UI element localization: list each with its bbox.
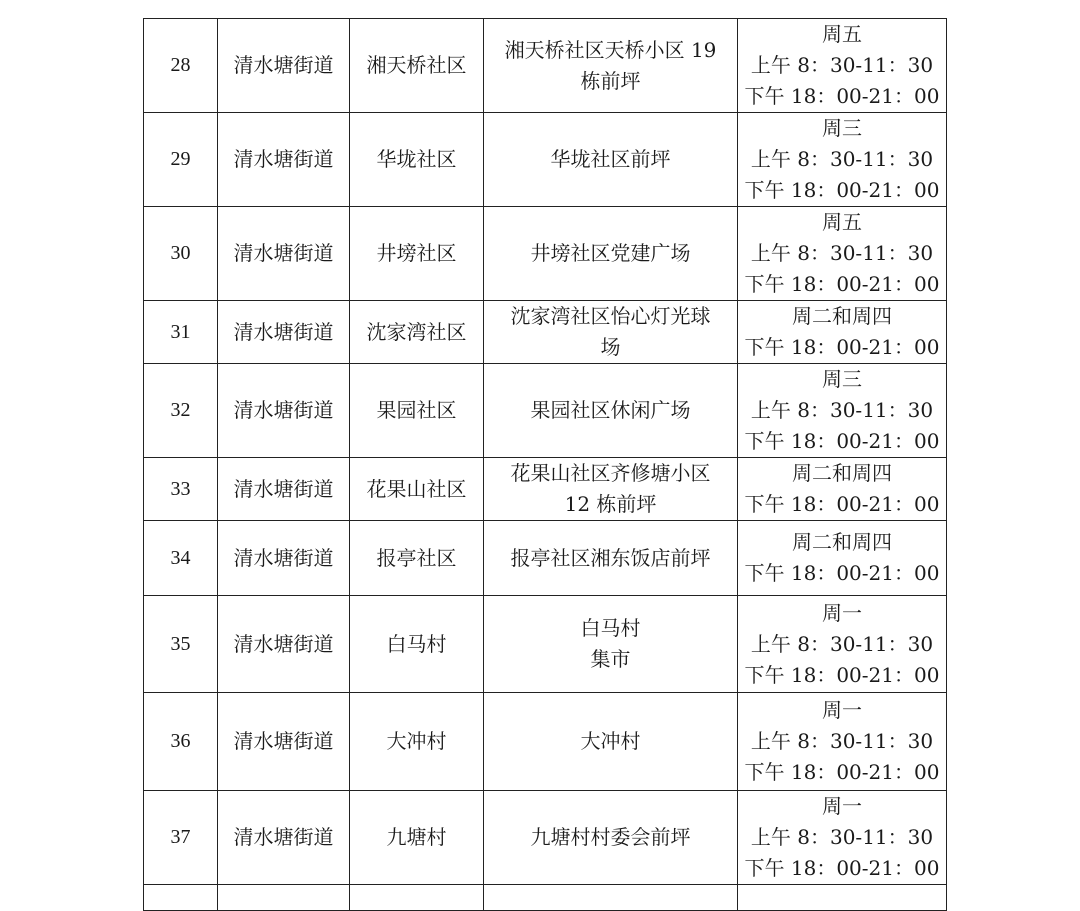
table-row bbox=[144, 113, 947, 207]
street-name: 清水塘街道 bbox=[218, 693, 350, 791]
row-number: 29 bbox=[144, 113, 218, 207]
location-line: 大冲村 bbox=[580, 729, 641, 753]
community-name: 井塝社区 bbox=[350, 207, 484, 301]
street-name: 清水塘街道 bbox=[218, 596, 350, 693]
community-name: 九塘村 bbox=[350, 791, 484, 885]
table-row bbox=[144, 207, 947, 301]
time-range: 上午 8：30-11：30 bbox=[750, 147, 934, 171]
street-name: 清水塘街道 bbox=[218, 301, 350, 364]
table-row bbox=[144, 301, 947, 364]
time-range: 下午 18：00-21：00 bbox=[744, 429, 940, 453]
time-cell bbox=[738, 364, 947, 458]
location-cell bbox=[484, 596, 738, 693]
table-row bbox=[144, 364, 947, 458]
row-number: 36 bbox=[144, 693, 218, 791]
location-cell bbox=[484, 521, 738, 596]
time-range: 上午 8：30-11：30 bbox=[750, 53, 934, 77]
time-cell bbox=[738, 596, 947, 693]
location-line: 12 栋前坪 bbox=[564, 492, 657, 516]
time-range: 上午 8：30-11：30 bbox=[750, 631, 934, 656]
time-range: 下午 18：00-21：00 bbox=[744, 662, 940, 687]
time-range: 下午 18：00-21：00 bbox=[744, 856, 940, 880]
weekday-label: 周五 bbox=[822, 210, 862, 234]
street-name: 清水塘街道 bbox=[218, 791, 350, 885]
street-name: 清水塘街道 bbox=[218, 458, 350, 521]
weekday-label: 周三 bbox=[822, 116, 862, 140]
time-cell bbox=[738, 693, 947, 791]
community-name: 沈家湾社区 bbox=[350, 301, 484, 364]
community-name: 湘天桥社区 bbox=[350, 19, 484, 113]
location-line: 果园社区休闲广场 bbox=[530, 398, 691, 422]
row-number: 31 bbox=[144, 301, 218, 364]
location-line: 花果山社区齐修塘小区 bbox=[510, 461, 711, 485]
weekday-label: 周一 bbox=[822, 794, 862, 818]
location-cell bbox=[484, 19, 738, 113]
time-range: 下午 18：00-21：00 bbox=[744, 492, 940, 516]
table-row bbox=[144, 596, 947, 693]
location-line: 场 bbox=[600, 335, 621, 359]
location-line: 报亭社区湘东饭店前坪 bbox=[510, 545, 711, 570]
location-cell bbox=[484, 364, 738, 458]
location-line: 集市 bbox=[590, 647, 631, 671]
location-line: 井塝社区党建广场 bbox=[530, 241, 691, 265]
time-range: 下午 18：00-21：00 bbox=[744, 178, 940, 202]
weekday-label: 周二和周四 bbox=[792, 304, 892, 328]
table-row bbox=[144, 791, 947, 885]
row-number: 34 bbox=[144, 521, 218, 596]
schedule-table bbox=[143, 18, 947, 911]
street-name: 清水塘街道 bbox=[218, 364, 350, 458]
community-name: 华垅社区 bbox=[350, 113, 484, 207]
time-range: 下午 18：00-21：00 bbox=[744, 335, 940, 359]
row-number: 28 bbox=[144, 19, 218, 113]
location-cell bbox=[484, 458, 738, 521]
community-name: 大冲村 bbox=[350, 693, 484, 791]
table-row bbox=[144, 521, 947, 596]
location-line: 九塘村村委会前坪 bbox=[530, 825, 691, 849]
row-number: 33 bbox=[144, 458, 218, 521]
time-range: 上午 8：30-11：30 bbox=[750, 241, 934, 265]
time-cell bbox=[738, 207, 947, 301]
community-name: 果园社区 bbox=[350, 364, 484, 458]
street-name: 清水塘街道 bbox=[218, 521, 350, 596]
community-name: 白马村 bbox=[350, 596, 484, 693]
row-number: 37 bbox=[144, 791, 218, 885]
location-cell bbox=[484, 693, 738, 791]
time-cell bbox=[738, 301, 947, 364]
weekday-label: 周三 bbox=[822, 367, 862, 391]
community-name: 花果山社区 bbox=[350, 458, 484, 521]
community-name: 报亭社区 bbox=[350, 521, 484, 596]
time-range: 下午 18：00-21：00 bbox=[744, 561, 940, 585]
weekday-label: 周二和周四 bbox=[792, 530, 892, 554]
time-cell bbox=[738, 458, 947, 521]
time-range: 上午 8：30-11：30 bbox=[750, 729, 934, 753]
location-cell bbox=[484, 113, 738, 207]
location-cell bbox=[484, 301, 738, 364]
location-line: 栋前坪 bbox=[580, 68, 641, 93]
street-name: 清水塘街道 bbox=[218, 207, 350, 301]
time-cell bbox=[738, 521, 947, 596]
table-row bbox=[144, 458, 947, 521]
time-cell bbox=[738, 113, 947, 207]
location-line: 白马村 bbox=[580, 616, 641, 640]
row-number: 32 bbox=[144, 364, 218, 458]
location-line: 华垅社区前坪 bbox=[550, 147, 671, 171]
table-row bbox=[144, 19, 947, 113]
weekday-label: 周一 bbox=[822, 698, 862, 722]
time-range: 下午 18：00-21：00 bbox=[744, 84, 940, 108]
time-range: 下午 18：00-21：00 bbox=[744, 272, 940, 296]
time-cell bbox=[738, 19, 947, 113]
location-cell bbox=[484, 207, 738, 301]
weekday-label: 周一 bbox=[822, 600, 862, 625]
row-number: 30 bbox=[144, 207, 218, 301]
time-range: 上午 8：30-11：30 bbox=[750, 825, 934, 849]
street-name: 清水塘街道 bbox=[218, 113, 350, 207]
time-cell bbox=[738, 791, 947, 885]
time-range: 上午 8：30-11：30 bbox=[750, 398, 934, 422]
weekday-label: 周二和周四 bbox=[792, 461, 892, 485]
weekday-label: 周五 bbox=[822, 22, 862, 46]
row-number: 35 bbox=[144, 596, 218, 693]
table-body bbox=[144, 19, 947, 911]
time-range: 下午 18：00-21：00 bbox=[744, 760, 940, 784]
street-name: 清水塘街道 bbox=[218, 19, 350, 113]
table-row bbox=[144, 693, 947, 791]
location-line: 沈家湾社区怡心灯光球 bbox=[510, 304, 711, 328]
location-cell bbox=[484, 791, 738, 885]
location-line: 湘天桥社区天桥小区 19 bbox=[504, 37, 717, 62]
